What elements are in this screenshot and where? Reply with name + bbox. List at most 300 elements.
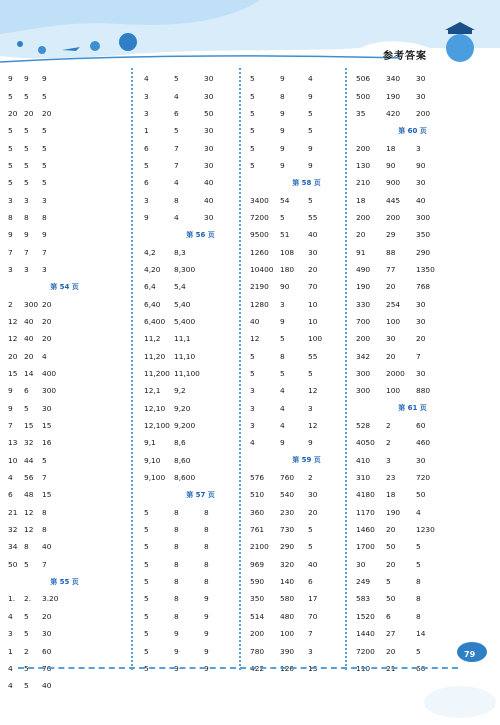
answer-row bbox=[8, 504, 121, 521]
answer-value: 100 bbox=[280, 629, 295, 639]
answer-value: 5 bbox=[144, 525, 149, 535]
answer-value: 7 bbox=[42, 247, 47, 257]
answer-value: 8 bbox=[204, 577, 209, 587]
section-heading: 第 56 页 bbox=[186, 230, 215, 239]
answer-value: 5 bbox=[24, 403, 29, 413]
answer-value: 30 bbox=[308, 247, 318, 257]
watermark-logo bbox=[420, 680, 500, 725]
answer-value: 9 bbox=[308, 91, 313, 101]
answer-value: 6 bbox=[8, 490, 13, 500]
answer-value: 510 bbox=[250, 490, 265, 500]
answer-row bbox=[356, 382, 469, 399]
answer-row bbox=[8, 677, 121, 694]
answer-value: 9 bbox=[280, 108, 285, 118]
answer-row bbox=[250, 486, 363, 503]
answer-value: 249 bbox=[356, 577, 371, 587]
answer-row bbox=[144, 590, 257, 607]
answer-value: 4 bbox=[8, 611, 13, 621]
answer-value: 8 bbox=[416, 611, 421, 621]
answer-value: 48 bbox=[24, 490, 34, 500]
answer-value: 2 bbox=[386, 438, 391, 448]
answer-row bbox=[356, 417, 469, 434]
answer-value: 9 bbox=[8, 403, 13, 413]
answer-row bbox=[356, 521, 469, 538]
answer-value: 12 bbox=[24, 525, 34, 535]
answer-value: 3 bbox=[8, 264, 13, 274]
answer-row bbox=[250, 382, 363, 399]
answer-value: 15 bbox=[24, 421, 34, 431]
answer-value: 8 bbox=[8, 212, 13, 222]
answer-row bbox=[144, 174, 257, 191]
answer-value: 3 bbox=[42, 264, 47, 274]
answer-value: 2 bbox=[8, 299, 13, 309]
answer-value: 40 bbox=[250, 316, 260, 326]
answer-value: 730 bbox=[280, 525, 295, 535]
answer-value: 9500 bbox=[250, 230, 269, 240]
answer-value: 3 bbox=[280, 299, 285, 309]
answer-row bbox=[144, 278, 257, 295]
answer-row bbox=[144, 209, 257, 226]
answer-value: 8,6 bbox=[174, 438, 186, 448]
answer-row bbox=[250, 590, 363, 607]
answer-value: 8 bbox=[24, 542, 29, 552]
answer-value: 6 bbox=[308, 577, 313, 587]
answer-row bbox=[144, 261, 257, 278]
answer-value: 5 bbox=[24, 178, 29, 188]
answer-value: 1230 bbox=[416, 525, 435, 535]
answer-value: 5 bbox=[416, 542, 421, 552]
answer-value: 490 bbox=[356, 264, 371, 274]
answer-row bbox=[8, 191, 121, 208]
answer-value: 5 bbox=[144, 646, 149, 656]
answer-value: 8,600 bbox=[174, 473, 196, 483]
answer-value: 15 bbox=[42, 421, 52, 431]
answer-value: 6,40 bbox=[144, 299, 161, 309]
answer-value: 4 bbox=[250, 438, 255, 448]
answer-row bbox=[144, 625, 257, 642]
answer-row bbox=[250, 243, 363, 260]
answer-value: 3 bbox=[250, 386, 255, 396]
answer-value: 1700 bbox=[356, 542, 375, 552]
answer-value: 20 bbox=[42, 611, 52, 621]
answer-value: 5 bbox=[24, 143, 29, 153]
answer-value: 40 bbox=[416, 195, 426, 205]
answer-value: 12 bbox=[250, 334, 260, 344]
answer-row bbox=[250, 434, 363, 451]
answer-value: 7 bbox=[308, 629, 313, 639]
answer-value: 20 bbox=[24, 108, 34, 118]
answer-value: 590 bbox=[250, 577, 265, 587]
answer-value: 5 bbox=[8, 160, 13, 170]
answer-value: 7 bbox=[24, 247, 29, 257]
answer-value: 9 bbox=[8, 230, 13, 240]
answer-row bbox=[250, 400, 363, 417]
answer-value: 4 bbox=[144, 74, 149, 84]
answer-value: 5 bbox=[24, 681, 29, 691]
answer-value: 2190 bbox=[250, 282, 269, 292]
answer-value: 190 bbox=[386, 507, 401, 517]
answer-value: 5 bbox=[8, 126, 13, 136]
answer-row bbox=[250, 87, 363, 104]
answer-value: 400 bbox=[42, 369, 57, 379]
answer-value: 10 bbox=[308, 299, 318, 309]
answer-value: 20 bbox=[386, 282, 396, 292]
answer-value: 254 bbox=[386, 299, 401, 309]
answer-value: 12,10 bbox=[144, 403, 166, 413]
answer-value: 3 bbox=[250, 403, 255, 413]
answer-value: 12 bbox=[8, 334, 18, 344]
answer-value: 40 bbox=[42, 681, 52, 691]
answer-value: 9 bbox=[174, 663, 179, 673]
answer-value: 55 bbox=[308, 212, 318, 222]
page-header bbox=[0, 0, 500, 72]
answer-value: 30 bbox=[386, 334, 396, 344]
answer-value: 1. bbox=[8, 594, 16, 604]
answer-value: 780 bbox=[250, 646, 265, 656]
answer-value: 51 bbox=[280, 230, 290, 240]
answer-value: 90 bbox=[280, 282, 290, 292]
answer-value: 30 bbox=[42, 629, 52, 639]
answer-row bbox=[8, 556, 121, 573]
answer-row bbox=[356, 261, 469, 278]
answer-value: 5 bbox=[308, 542, 313, 552]
answer-row bbox=[250, 348, 363, 365]
answer-row bbox=[250, 139, 363, 156]
answer-value: 5,400 bbox=[174, 316, 196, 326]
answer-value: 1460 bbox=[356, 525, 375, 535]
answer-value: 70 bbox=[308, 611, 318, 621]
answer-row bbox=[356, 625, 469, 642]
answer-row bbox=[250, 105, 363, 122]
answer-value: 5 bbox=[144, 594, 149, 604]
answer-value: 9 bbox=[8, 386, 13, 396]
answer-value: 20 bbox=[42, 108, 52, 118]
answer-row bbox=[250, 417, 363, 434]
answer-value: 5 bbox=[42, 160, 47, 170]
answer-row bbox=[144, 417, 257, 434]
answer-value: 7 bbox=[42, 473, 47, 483]
answer-value: 11,10 bbox=[174, 351, 196, 361]
answer-value: 500 bbox=[356, 91, 371, 101]
answer-value: 4 bbox=[280, 421, 285, 431]
answer-row bbox=[356, 243, 469, 260]
answer-row bbox=[250, 469, 363, 486]
answer-value: 8 bbox=[174, 594, 179, 604]
answer-value: 342 bbox=[356, 351, 371, 361]
answer-value: 7200 bbox=[250, 212, 269, 222]
answer-value: 9 bbox=[204, 611, 209, 621]
answer-value: 20 bbox=[24, 351, 34, 361]
answer-row bbox=[8, 105, 121, 122]
answer-value: 410 bbox=[356, 455, 371, 465]
answer-value: 200 bbox=[356, 334, 371, 344]
section-heading: 第 55 页 bbox=[50, 577, 79, 586]
answer-value: 8 bbox=[204, 542, 209, 552]
answer-value: 60 bbox=[416, 421, 426, 431]
answer-value: 506 bbox=[356, 74, 371, 84]
answer-value: 5 bbox=[24, 611, 29, 621]
answer-value: 9 bbox=[280, 438, 285, 448]
answer-column-1 bbox=[8, 70, 121, 694]
answer-row bbox=[8, 400, 121, 417]
answer-value: 5 bbox=[8, 91, 13, 101]
answer-value: 190 bbox=[356, 282, 371, 292]
answer-row bbox=[144, 105, 257, 122]
answer-value: 3 bbox=[24, 264, 29, 274]
answer-row bbox=[144, 313, 257, 330]
answer-row bbox=[8, 261, 121, 278]
answer-value: 8 bbox=[174, 525, 179, 535]
answer-value: 5 bbox=[174, 126, 179, 136]
answer-value: 2 bbox=[24, 646, 29, 656]
answer-value: 30 bbox=[204, 143, 214, 153]
answer-row bbox=[250, 556, 363, 573]
answer-value: 4 bbox=[280, 386, 285, 396]
answer-value: 130 bbox=[356, 160, 371, 170]
answer-value: 8,60 bbox=[174, 455, 191, 465]
answer-value: 5 bbox=[42, 143, 47, 153]
answer-value: 5 bbox=[24, 559, 29, 569]
answer-value: 5 bbox=[42, 91, 47, 101]
answer-value: 21 bbox=[386, 663, 396, 673]
answer-row bbox=[8, 365, 121, 382]
answer-value: 7 bbox=[174, 160, 179, 170]
answer-value: 32 bbox=[24, 438, 34, 448]
answer-value: 6 bbox=[24, 386, 29, 396]
answer-value: 20 bbox=[42, 299, 52, 309]
answer-row bbox=[356, 556, 469, 573]
answer-row bbox=[8, 330, 121, 347]
answer-value: 9 bbox=[24, 74, 29, 84]
answer-row bbox=[8, 538, 121, 555]
answer-value: 20 bbox=[308, 264, 318, 274]
answer-value: 8 bbox=[174, 507, 179, 517]
answer-row bbox=[356, 174, 469, 191]
answer-value: 300 bbox=[24, 299, 39, 309]
answer-column-3 bbox=[250, 70, 363, 677]
answer-value: 18 bbox=[386, 490, 396, 500]
answer-value: 8 bbox=[280, 91, 285, 101]
answer-value: 1350 bbox=[416, 264, 435, 274]
answer-row bbox=[356, 87, 469, 104]
answer-value: 50 bbox=[8, 559, 18, 569]
answer-value: 20 bbox=[42, 316, 52, 326]
answer-value: 330 bbox=[356, 299, 371, 309]
answer-row bbox=[8, 417, 121, 434]
answer-value: 4 bbox=[416, 507, 421, 517]
answer-value: 6 bbox=[174, 108, 179, 118]
answer-value: 14 bbox=[416, 629, 426, 639]
answer-value: 300 bbox=[356, 386, 371, 396]
footer-divider bbox=[18, 667, 458, 669]
answer-value: 4 bbox=[174, 178, 179, 188]
answer-row bbox=[356, 295, 469, 312]
answer-value: 30 bbox=[204, 91, 214, 101]
answer-row bbox=[356, 348, 469, 365]
answer-value: 5 bbox=[144, 507, 149, 517]
answer-row bbox=[144, 452, 257, 469]
answer-value: 40 bbox=[42, 542, 52, 552]
section-heading: 第 61 页 bbox=[398, 404, 427, 413]
answer-value: 514 bbox=[250, 611, 265, 621]
answer-value: 20 bbox=[8, 108, 18, 118]
answer-value: 90 bbox=[386, 160, 396, 170]
answer-value: 30 bbox=[204, 126, 214, 136]
answer-value: 1520 bbox=[356, 611, 375, 621]
answer-row bbox=[250, 642, 363, 659]
answer-value: 390 bbox=[280, 646, 295, 656]
answer-row bbox=[144, 70, 257, 87]
answer-row bbox=[356, 434, 469, 451]
answer-value: 56 bbox=[24, 473, 34, 483]
answer-row bbox=[8, 174, 121, 191]
answer-value: 5 bbox=[250, 74, 255, 84]
answer-value: 3 bbox=[144, 195, 149, 205]
answer-row bbox=[8, 70, 121, 87]
answer-row bbox=[356, 469, 469, 486]
answer-value: 8 bbox=[42, 507, 47, 517]
answer-row bbox=[250, 330, 363, 347]
answer-value: 30 bbox=[416, 74, 426, 84]
answer-row bbox=[250, 122, 363, 139]
answer-value: 200 bbox=[416, 108, 431, 118]
answer-row bbox=[356, 139, 469, 156]
answer-value: 8 bbox=[204, 559, 209, 569]
answer-value: 7 bbox=[416, 351, 421, 361]
answer-row bbox=[8, 469, 121, 486]
answer-value: 9 bbox=[308, 160, 313, 170]
answer-value: 5,40 bbox=[174, 299, 191, 309]
answer-value: 50 bbox=[416, 490, 426, 500]
answer-row bbox=[8, 382, 121, 399]
answer-row bbox=[356, 608, 469, 625]
answer-value: 760 bbox=[280, 473, 295, 483]
answer-value: 210 bbox=[356, 178, 371, 188]
answer-value: 350 bbox=[250, 594, 265, 604]
answer-row bbox=[250, 70, 363, 87]
section-heading: 第 57 页 bbox=[186, 490, 215, 499]
answer-value: 20 bbox=[386, 525, 396, 535]
answer-column-2 bbox=[144, 70, 257, 677]
answer-value: 3 bbox=[144, 108, 149, 118]
answer-row bbox=[356, 330, 469, 347]
answer-value: 140 bbox=[280, 577, 295, 587]
answer-value: 8 bbox=[174, 542, 179, 552]
answer-value: 3 bbox=[308, 403, 313, 413]
answer-row bbox=[8, 226, 121, 243]
answer-value: 70 bbox=[308, 282, 318, 292]
answer-row bbox=[356, 191, 469, 208]
answer-value: 5 bbox=[144, 663, 149, 673]
answer-row bbox=[144, 608, 257, 625]
answer-value: 77 bbox=[386, 264, 396, 274]
answer-value: 9,10 bbox=[144, 455, 161, 465]
answer-row bbox=[8, 486, 121, 503]
answer-value: 8 bbox=[416, 577, 421, 587]
answer-value: 4180 bbox=[356, 490, 375, 500]
answer-value: 20 bbox=[42, 334, 52, 344]
answer-value: 5 bbox=[144, 160, 149, 170]
answer-value: 4 bbox=[42, 351, 47, 361]
answer-value: 5 bbox=[24, 91, 29, 101]
answer-row bbox=[8, 521, 121, 538]
answer-value: 20 bbox=[308, 507, 318, 517]
answer-row bbox=[250, 209, 363, 226]
answer-row bbox=[144, 191, 257, 208]
answer-value: 7 bbox=[8, 247, 13, 257]
answer-value: 5 bbox=[250, 143, 255, 153]
answer-row bbox=[250, 365, 363, 382]
answer-value: 6 bbox=[144, 143, 149, 153]
answer-value: 5 bbox=[308, 126, 313, 136]
answer-value: 300 bbox=[356, 369, 371, 379]
answer-value: 14 bbox=[24, 369, 34, 379]
answer-value: 761 bbox=[250, 525, 265, 535]
answer-value: 30 bbox=[416, 369, 426, 379]
answer-value: 4 bbox=[8, 681, 13, 691]
answer-value: 20 bbox=[8, 351, 18, 361]
answer-value: 50 bbox=[386, 594, 396, 604]
answer-row bbox=[8, 608, 121, 625]
answer-value: 3.20 bbox=[42, 594, 59, 604]
answer-value: 9 bbox=[174, 646, 179, 656]
answer-value: 8 bbox=[280, 351, 285, 361]
page-title: 参考答案 bbox=[383, 51, 427, 62]
answer-value: 5 bbox=[8, 143, 13, 153]
answer-row bbox=[8, 209, 121, 226]
answer-value: 9 bbox=[204, 663, 209, 673]
answer-value: 9 bbox=[280, 143, 285, 153]
answer-value: 30 bbox=[416, 178, 426, 188]
column-divider bbox=[131, 68, 133, 670]
answer-value: 2 bbox=[386, 421, 391, 431]
answer-value: 8 bbox=[42, 525, 47, 535]
answer-value: 4 bbox=[8, 663, 13, 673]
answer-value: 420 bbox=[386, 108, 401, 118]
answer-value: 88 bbox=[386, 247, 396, 257]
answer-value: 60 bbox=[416, 663, 426, 673]
answer-value: 290 bbox=[416, 247, 431, 257]
answer-value: 480 bbox=[280, 611, 295, 621]
answer-value: 8 bbox=[174, 559, 179, 569]
answer-value: 8 bbox=[204, 507, 209, 517]
answer-value: 11,2 bbox=[144, 334, 161, 344]
answer-value: 350 bbox=[416, 230, 431, 240]
answer-value: 5 bbox=[250, 91, 255, 101]
answer-row bbox=[356, 365, 469, 382]
answer-row bbox=[8, 243, 121, 260]
answer-value: 2. bbox=[24, 594, 32, 604]
answer-value: 44 bbox=[24, 455, 34, 465]
answer-value: 30 bbox=[308, 490, 318, 500]
answer-row bbox=[144, 295, 257, 312]
answer-value: 9 bbox=[42, 74, 47, 84]
answer-value: 23 bbox=[386, 473, 396, 483]
answer-value: 4 bbox=[8, 473, 13, 483]
answer-value: 5 bbox=[24, 126, 29, 136]
answer-value: 5 bbox=[144, 577, 149, 587]
answer-value: 50 bbox=[204, 108, 214, 118]
answer-value: 3 bbox=[308, 646, 313, 656]
answer-value: 100 bbox=[386, 386, 401, 396]
answer-row bbox=[8, 157, 121, 174]
answer-row bbox=[144, 122, 257, 139]
answer-value: 91 bbox=[356, 247, 366, 257]
answer-value: 20 bbox=[416, 334, 426, 344]
answer-value: 5 bbox=[250, 369, 255, 379]
answer-value: 100 bbox=[308, 334, 323, 344]
answer-row bbox=[8, 87, 121, 104]
